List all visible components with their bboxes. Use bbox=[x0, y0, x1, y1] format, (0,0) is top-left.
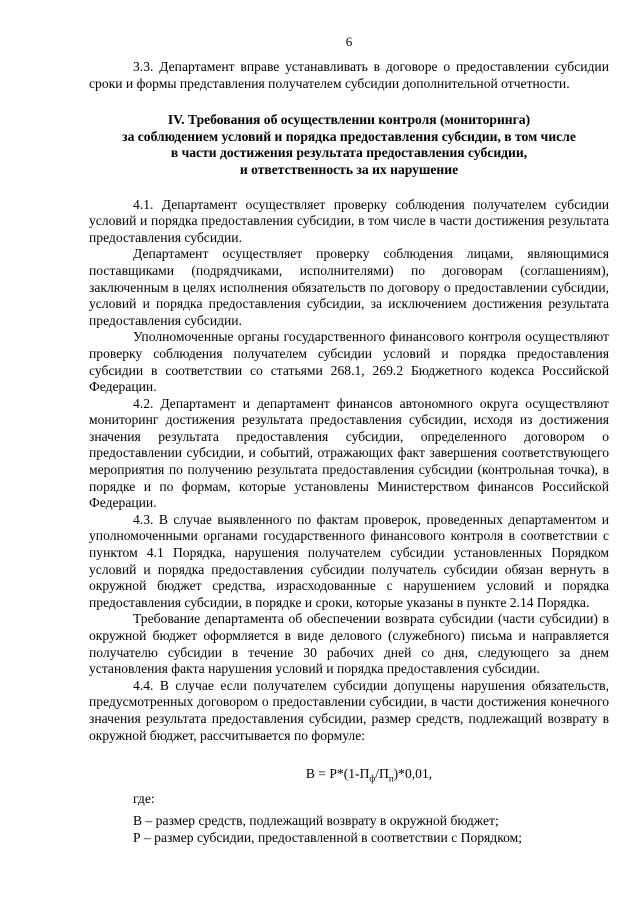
definition-r: Р – размер субсидии, предоставленной в соответствии с Порядком; bbox=[133, 829, 523, 845]
formula-lhs: В = Р*(1-П bbox=[305, 766, 370, 782]
document-page bbox=[89, 34, 609, 847]
section-title-line-1: IV. Требования об осуществлении контроля (мониторинга) bbox=[167, 112, 531, 128]
formula-rhs: )*0,01, bbox=[393, 766, 433, 782]
section-title-line-2: за соблюдением условий и порядка предоставления субсидии, в том числе bbox=[122, 128, 576, 144]
page-number: 6 bbox=[345, 34, 353, 49]
section-title-line-4: и ответственность за их нарушение bbox=[239, 161, 459, 177]
refund-formula bbox=[89, 766, 609, 783]
paragraph-4-3: 4.3. В случае выявленного по фактам проверок, проведенных департаментом и уполномоченными органами государственного финансового контроля в соответствии с пунктом 4.1 Порядка, нарушения получателем субсидии установленных Порядком условий и порядка предоставления субсидии получатель субсидии обязан вернуть в окружной бюджет средства, израсходованные с нарушением условий и порядка предоставления субсидии, в порядке и сроки, которые указаны в пункте 2.14 Порядка. bbox=[89, 511, 609, 610]
paragraph-4-4: 4.4. В случае если получателем субсидии допущены нарушения обязательств, предусмотренных договором о предоставлении субсидии, в части достижения конечного значения результата предоставления субсидии, размер средств, подлежащий возврату в окружной бюджет, рассчитывается по формуле: bbox=[89, 677, 609, 743]
formula-subscript-p: п bbox=[388, 773, 394, 784]
paragraph-4-1: 4.1. Департамент осуществляет проверку соблюдения получателем субсидии условий и порядка предоставления субсидии, в том числе в части достижения результата предоставления субсидии. bbox=[89, 196, 609, 245]
paragraph-4-2: 4.2. Департамент и департамент финансов автономного округа осуществляют мониторинг достижения результата предоставления субсидии, исходя из достижения значения результата предоставления субсидии, определенного договором о предоставлении субсидии, и событий, отражающих факт завершения соответствующего мероприятия по получению результата предоставления субсидии (контрольная точка), в порядке и по формам, которые установлены Министерством финансов Российской Федерации. bbox=[89, 395, 609, 511]
paragraph-3-3: 3.3. Департамент вправе устанавливать в договоре о предоставлении субсидии сроки и формы представления получателем субсидии дополнительной отчетности. bbox=[89, 59, 609, 91]
paragraph-4-1-suppliers: Департамент осуществляет проверку соблюдения лицами, являющимися поставщиками (подрядчиками, исполнителями) по договорам (соглашениям), заключенным в целях исполнения обязательств по договору о предоставлении субсидии, условий и порядка предоставления субсидии, за исключением достижения результата предоставления субсидии. bbox=[89, 246, 609, 328]
section-title-line-3: в части достижения результата предоставления субсидии, bbox=[170, 145, 528, 161]
where-label: где: bbox=[133, 790, 155, 806]
section-title bbox=[89, 112, 609, 178]
paragraph-4-1-state-control: Уполномоченные органы государственного финансового контроля осуществляют проверку соблюдения получателем субсидии условий и порядка предоставления субсидии в соответствии со статьями 268.1, 269.2 Бюджетного кодекса Российской Федерации. bbox=[89, 329, 609, 395]
definition-v: В – размер средств, подлежащий возврату в окружной бюджет; bbox=[133, 813, 499, 829]
formula-subscript-f: ф bbox=[369, 773, 376, 784]
paragraph-4-3-demand: Требование департамента об обеспечении возврата субсидии (части субсидии) в окружной бюджет оформляется в виде делового (служебного) письма и направляется получателю субсидии в течение 30 рабочих дней со дня, следующего за днем установления факта нарушения условий и порядка предоставления субсидии. bbox=[89, 611, 609, 677]
formula-mid: /П bbox=[375, 766, 389, 782]
